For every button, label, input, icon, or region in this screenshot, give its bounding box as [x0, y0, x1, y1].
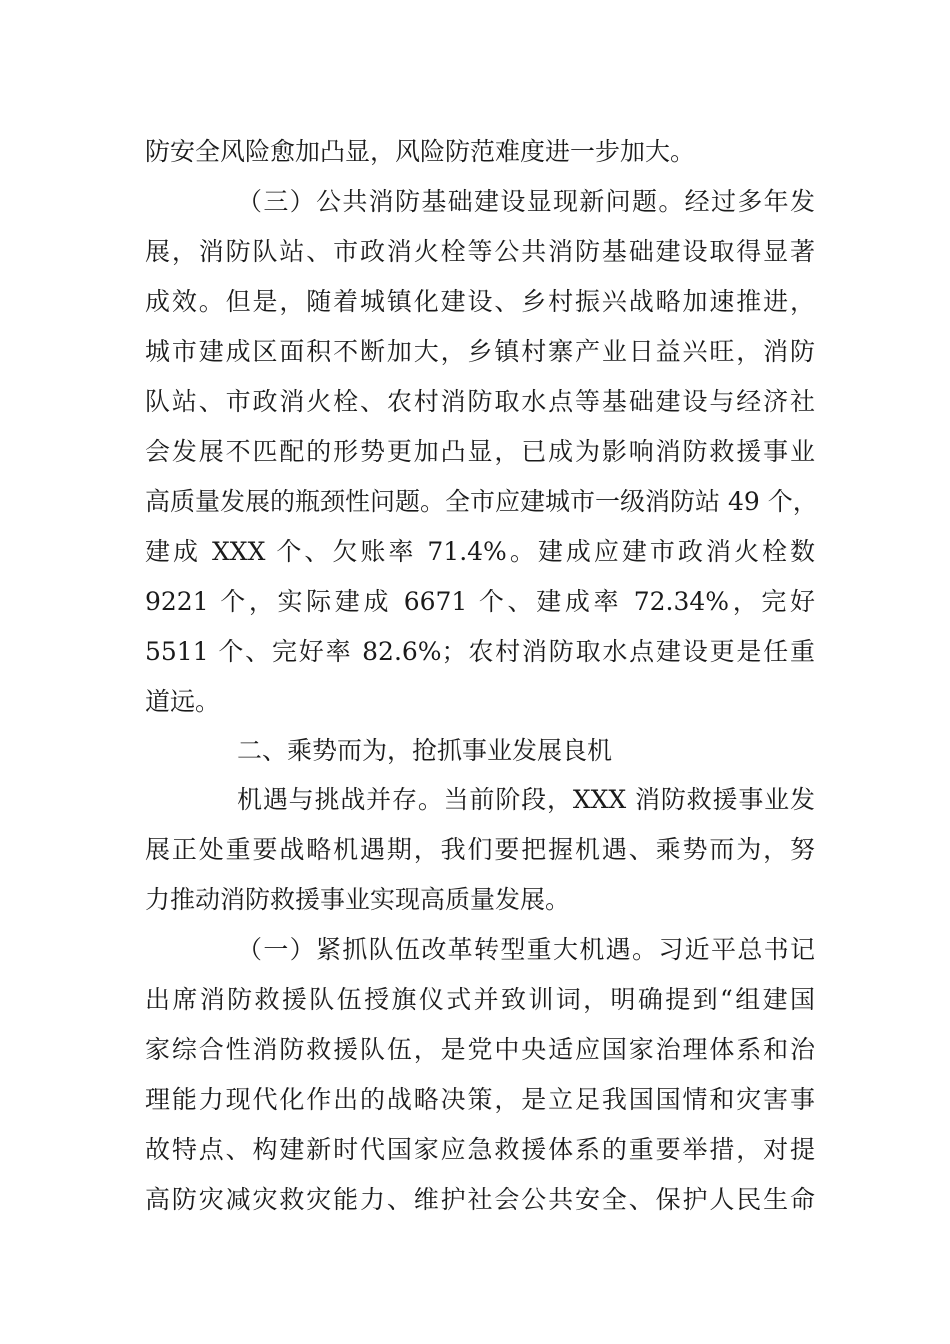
- section-heading: 二、乘势而为，抢抓事业发展良机: [237, 736, 613, 765]
- text-line-7: 会发展不匹配的形势更加凸显，已成为影响消防救援事业: [145, 437, 815, 466]
- text-line-8: 高质量发展的瓶颈性问题。全市应建城市一级消防站 49 个，: [145, 487, 818, 516]
- text-line-19: 家综合性消防救援队伍，是党中央适应国家治理体系和治: [145, 1035, 815, 1064]
- text-line-6: 队站、市政消火栓、农村消防取水点等基础建设与经济社: [145, 387, 815, 416]
- text-line-11: 5511 个、完好率 82.6%；农村消防取水点建设更是任重: [145, 637, 815, 666]
- text-line-18: 出席消防救援队伍授旗仪式并致训词，明确提到“组建国: [145, 985, 815, 1014]
- text-line-22: 高防灾减灾救灾能力、维护社会公共安全、保护人民生命: [145, 1185, 815, 1214]
- text-line-9: 建成 XXX 个、欠账率 71.4%。建成应建市政消火栓数: [145, 537, 815, 566]
- text-line-4: 成效。但是，随着城镇化建设、乡村振兴战略加速推进，: [145, 287, 815, 316]
- text-line-10: 9221 个，实际建成 6671 个、建成率 72.34%，完好: [145, 587, 815, 616]
- text-line-17: （一）紧抓队伍改革转型重大机遇。习近平总书记: [237, 935, 815, 964]
- text-line-2: （三）公共消防基础建设显现新问题。经过多年发: [237, 187, 815, 216]
- text-line-20: 理能力现代化作出的战略决策，是立足我国国情和灾害事: [145, 1085, 815, 1114]
- text-line-3: 展，消防队站、市政消火栓等公共消防基础建设取得显著: [145, 237, 815, 266]
- text-line-15: 展正处重要战略机遇期，我们要把握机遇、乘势而为，努: [145, 835, 815, 864]
- text-line-14: 机遇与挑战并存。当前阶段，XXX 消防救援事业发: [237, 785, 815, 814]
- text-line-5: 城市建成区面积不断加大，乡镇村寨产业日益兴旺，消防: [145, 337, 815, 366]
- text-line-16: 力推动消防救援事业实现高质量发展。: [145, 885, 571, 914]
- text-line-1: 防安全风险愈加凸显，风险防范难度进一步加大。: [145, 137, 696, 166]
- text-line-12: 道远。: [145, 687, 221, 716]
- text-line-21: 故特点、构建新时代国家应急救援体系的重要举措，对提: [145, 1135, 815, 1164]
